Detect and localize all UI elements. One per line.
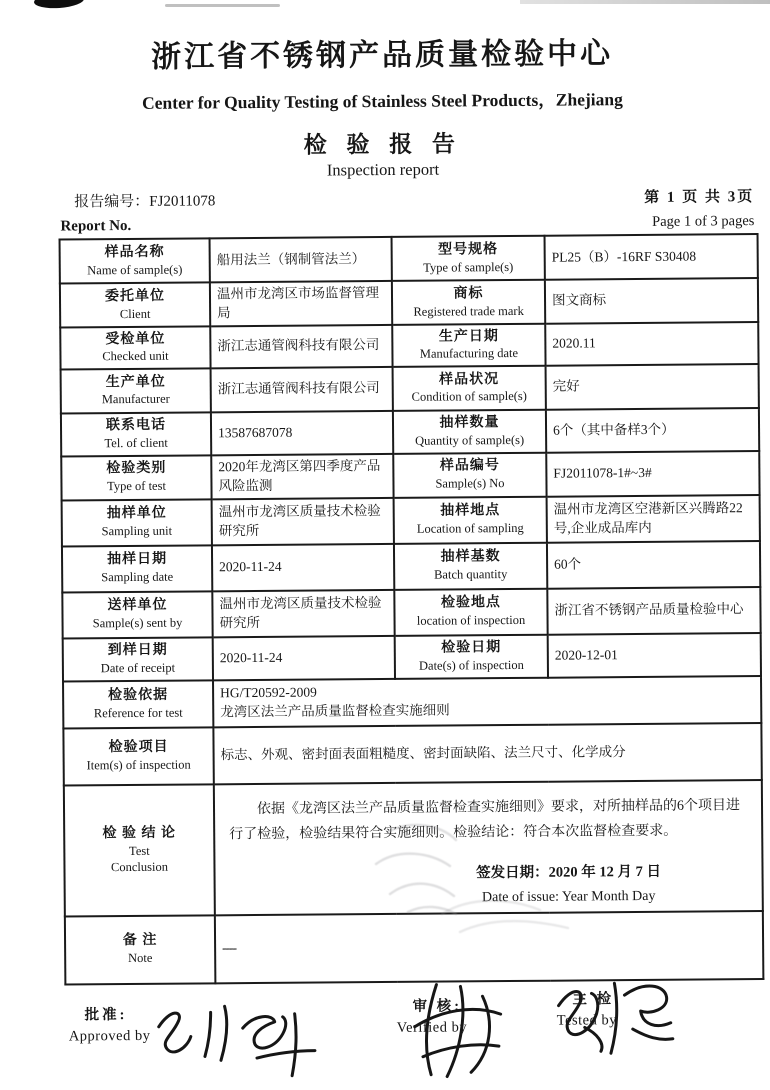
stamp-trace bbox=[430, 884, 580, 944]
table-row bbox=[62, 495, 760, 546]
label-cell bbox=[394, 588, 547, 635]
label-cell bbox=[61, 412, 211, 456]
label-cell bbox=[394, 496, 547, 543]
label-zh: 联系电话 bbox=[105, 417, 167, 434]
label-en: Sample(s) No bbox=[435, 476, 505, 491]
table-row bbox=[61, 408, 759, 456]
issue-date-zh: 签发日期：2020 年 12 月 7 日 bbox=[476, 863, 662, 882]
label-zh: 抽样数量 bbox=[439, 415, 500, 431]
center-title-en: Center for Quality Testing of Stainless Steel Products，Zhejiang bbox=[142, 89, 623, 113]
page-info-block bbox=[644, 185, 754, 231]
label-en: Tel. of client bbox=[104, 435, 168, 451]
tested-label-zh: 主 检: bbox=[572, 990, 623, 1008]
label-zh: 商标 bbox=[453, 285, 484, 302]
value-cell: 浙江省不锈钢产品质量检验中心 bbox=[547, 587, 760, 635]
value-cell: 图文商标 bbox=[545, 278, 758, 323]
table-row bbox=[62, 541, 760, 592]
label-zh: 抽样日期 bbox=[107, 552, 168, 568]
report-meta bbox=[60, 185, 754, 235]
label-zh: 抽样地点 bbox=[440, 503, 501, 519]
label-zh: 型号规格 bbox=[438, 241, 499, 258]
label-cell bbox=[60, 238, 210, 283]
label-zh: 到样日期 bbox=[107, 642, 168, 658]
label-cell bbox=[65, 915, 216, 984]
label-en: Type of sample(s) bbox=[423, 259, 514, 275]
label-zh: 样品编号 bbox=[439, 458, 500, 474]
value-cell: 13587687078 bbox=[211, 411, 393, 455]
value-cell: 2020年龙湾区第四季度产品风险监测 bbox=[211, 454, 393, 499]
label-zh: 送样单位 bbox=[107, 598, 168, 614]
table-row bbox=[61, 451, 759, 500]
report-number-zh: 报告编号：FJ2011078 bbox=[74, 193, 216, 211]
value-cell: 船用法兰（钢制管法兰） bbox=[210, 237, 392, 282]
verified-label-zh: 审 核: bbox=[412, 997, 463, 1015]
report-title-en: Inspection report bbox=[326, 159, 440, 180]
label-en: Sampling date bbox=[101, 569, 174, 585]
label-zh: 样品名称 bbox=[104, 244, 165, 260]
table-row bbox=[63, 676, 761, 728]
label-zh: 受检单位 bbox=[105, 331, 166, 347]
label-cell bbox=[62, 499, 212, 546]
label-cell bbox=[62, 545, 212, 592]
value-cell: 2020-11-24 bbox=[212, 543, 394, 590]
table-row bbox=[62, 587, 760, 638]
label-en: Location of sampling bbox=[416, 521, 524, 536]
label-en: Conclusion bbox=[110, 859, 168, 874]
value-cell: 60个 bbox=[547, 541, 760, 589]
label-cell bbox=[394, 542, 547, 589]
label-zh: 委托单位 bbox=[104, 288, 166, 304]
value-cell: 温州市龙湾区质量技术检验研究所 bbox=[212, 497, 394, 544]
label-zh: 检验依据 bbox=[108, 687, 169, 703]
report-number-block bbox=[60, 189, 215, 235]
approved-label-zh: 批准: bbox=[84, 1006, 128, 1023]
label-cell bbox=[63, 637, 213, 681]
label-zh: 检验地点 bbox=[440, 595, 501, 611]
label-cell bbox=[61, 368, 211, 413]
page-info-en: Page 1 of 3 pages bbox=[652, 213, 755, 230]
table-row bbox=[61, 364, 759, 413]
label-cell bbox=[62, 591, 212, 638]
label-zh: 检 验 结 论 bbox=[102, 825, 177, 842]
tested-label-en: Tested by bbox=[556, 1011, 618, 1029]
label-zh: 样品状况 bbox=[439, 371, 500, 388]
issue-date-en: Date of issue: Year Month Day bbox=[481, 888, 656, 906]
label-cell bbox=[393, 410, 546, 454]
label-en: Date of receipt bbox=[100, 660, 176, 675]
label-cell bbox=[64, 784, 215, 916]
approved-label-en: Approved by bbox=[68, 1027, 151, 1045]
conclusion-text: 依据《龙湾区法兰产品质量监督检查实施细则》要求，对所抽样品的6个项目进行了检验，检验结果符合实施细则。检验结论：符合本次监督检查要求。 bbox=[229, 797, 741, 842]
label-zh: 生产日期 bbox=[438, 328, 499, 345]
label-en: Date(s) of inspection bbox=[418, 657, 524, 673]
label-cell bbox=[393, 453, 546, 498]
table-row bbox=[60, 322, 758, 369]
label-en: location of inspection bbox=[416, 613, 526, 628]
value-cell: HG/T20592-2009 龙湾区法兰产品质量监督检查实施细则 bbox=[213, 676, 761, 727]
verified-signature bbox=[402, 974, 511, 1085]
report-title-zh: 检 验 报 告 bbox=[303, 131, 463, 158]
note-value-cell: ---- bbox=[215, 911, 764, 983]
label-cell bbox=[63, 680, 213, 728]
value-cell: 完好 bbox=[546, 364, 759, 410]
value-cell: 温州市龙湾区质量技术检验研究所 bbox=[212, 589, 394, 636]
approved-signature bbox=[134, 989, 340, 1083]
label-zh: 生产单位 bbox=[105, 374, 166, 390]
label-en: Test bbox=[128, 843, 150, 858]
label-cell bbox=[60, 326, 210, 369]
value-cell: 2020-12-01 bbox=[548, 633, 761, 678]
page-info-zh: 第 1 页 共 3页 bbox=[644, 189, 755, 206]
label-en: Sampling unit bbox=[101, 523, 173, 539]
label-cell bbox=[392, 280, 545, 325]
label-zh: 检验类别 bbox=[106, 461, 167, 477]
report-number-en: Report No. bbox=[60, 217, 132, 235]
value-cell: 浙江志通管阀科技有限公司 bbox=[211, 367, 393, 412]
value-cell: 温州市龙湾区市场监督管理局 bbox=[210, 281, 392, 326]
label-en: Client bbox=[119, 306, 151, 321]
value-cell: FJ2011078-1#~3# bbox=[546, 451, 759, 496]
center-title-zh: 浙江省不锈钢产品质量检验中心 bbox=[150, 37, 614, 74]
label-en: Manufacturing date bbox=[419, 346, 519, 362]
value-cell: PL25（B）-16RF S30408 bbox=[545, 234, 758, 280]
table-row bbox=[63, 633, 761, 681]
value-cell: 标志、外观、密封面表面粗糙度、密封面缺陷、法兰尺寸、化学成分 bbox=[213, 723, 761, 784]
label-zh: 检验日期 bbox=[441, 639, 502, 656]
label-zh: 检验项目 bbox=[108, 739, 169, 755]
label-en: Quantity of sample(s) bbox=[415, 432, 525, 448]
label-cell bbox=[392, 324, 545, 367]
label-en: Name of sample(s) bbox=[87, 262, 183, 277]
label-en: Condition of sample(s) bbox=[411, 389, 527, 405]
value-cell: 浙江志通管阀科技有限公司 bbox=[210, 325, 392, 368]
signature-footer bbox=[4, 984, 770, 1090]
label-cell bbox=[61, 455, 211, 500]
label-en: Batch quantity bbox=[434, 567, 508, 582]
table-row bbox=[60, 234, 758, 283]
label-en: Manufacturer bbox=[101, 392, 170, 407]
label-en: Item(s) of inspection bbox=[86, 757, 191, 773]
value-cell: 6个（其中备样3个） bbox=[546, 408, 759, 453]
label-cell bbox=[63, 727, 213, 785]
label-en: Reference for test bbox=[93, 705, 183, 720]
label-cell bbox=[393, 366, 546, 411]
label-zh: 抽样基数 bbox=[440, 549, 501, 565]
table-row bbox=[60, 278, 758, 327]
value-cell: 温州市龙湾区空港新区兴腾路22号,企业成品库内 bbox=[547, 495, 760, 543]
label-en: Registered trade mark bbox=[413, 303, 524, 319]
label-cell bbox=[395, 634, 548, 678]
label-en: Checked unit bbox=[102, 349, 169, 364]
verified-label-en: Verified by bbox=[396, 1018, 468, 1036]
label-en: Sample(s) sent by bbox=[92, 615, 183, 631]
label-zh: 抽样单位 bbox=[106, 506, 167, 522]
tested-signature bbox=[542, 968, 688, 1061]
value-cell: 2020-11-24 bbox=[213, 635, 395, 679]
value-cell: 2020.11 bbox=[545, 322, 758, 366]
label-en: Note bbox=[127, 951, 153, 966]
label-en: Type of test bbox=[107, 479, 166, 494]
label-zh: 备 注 bbox=[122, 933, 158, 949]
table-row bbox=[63, 723, 761, 785]
label-cell bbox=[392, 236, 545, 281]
label-cell bbox=[60, 282, 210, 327]
